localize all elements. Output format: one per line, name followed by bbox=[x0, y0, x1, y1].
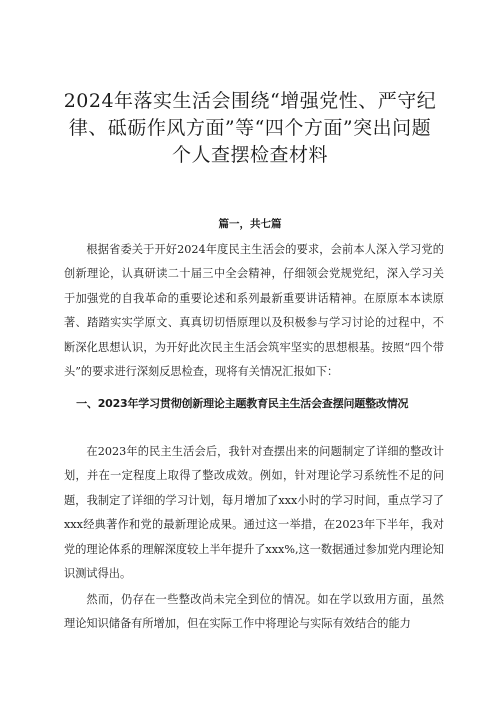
paragraph-intro: 根据省委关于开好2024年度民主生活会的要求，会前本人深入学习党的创新理论，认真研读二十届三中全会精神，仔细领会党规党纪，深入学习关于加强党的自我革命的重要论述和系列最新重要讲话精神。在原原本本读原著、踏踏实实学原文、真真切切悟原理以及积极参与学习讨论的过程中，不断深化思想认识，为开好此次民主生活会筑牢坚实的思想根基。按照“四个带头”的要求进行深刻反思检查，现将有关情况汇报如下： bbox=[64, 243, 444, 379]
document-title bbox=[50, 88, 450, 169]
title-line-1: 2024年落实生活会围绕“增强党性、严守纪 bbox=[63, 90, 437, 112]
document-subtitle: 篇一，共七篇 bbox=[218, 218, 282, 230]
title-line-3: 个人查摆检查材料 bbox=[171, 144, 328, 166]
paragraph-rectification: 在2023年的民主生活会后，我针对查摆出来的问题制定了详细的整改计划，并在一定程度上取得了整改成效。例如，针对理论学习系统性不足的问题，我制定了详细的学习计划，每月增加了xxx小时的学习时间，重点学习了xxx经典著作和党的最新理论成果。通过这一举措，在2023年下半年，我对党的理论体系的理解深度较上半年提升了xxx%,这一数据通过参加党内理论知识测试得出。 bbox=[64, 445, 444, 581]
section-heading-1: 一、2023年学习贯彻创新理论主题教育民主生活会查摆问题整改情况 bbox=[76, 397, 409, 410]
title-line-2: 律、砥砺作风方面”等“四个方面”突出问题 bbox=[68, 117, 432, 139]
paragraph-remaining-issues: 然而，仍存在一些整改尚未完全到位的情况。如在学以致用方面，虽然理论知识储备有所增加，但在实际工作中将理论与实际有效结合的能力 bbox=[64, 593, 444, 631]
